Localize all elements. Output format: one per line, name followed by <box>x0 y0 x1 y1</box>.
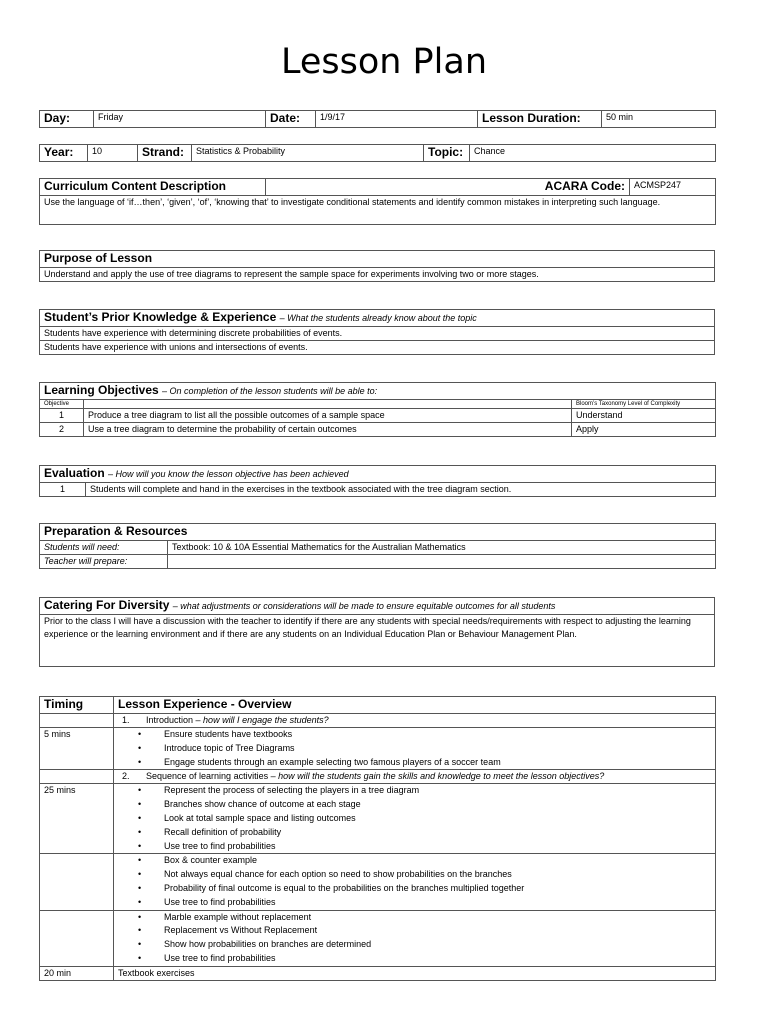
overview-heading: Lesson Experience - Overview <box>114 697 716 714</box>
sequence-block-2 <box>114 854 716 910</box>
objective-level: Apply <box>572 423 716 437</box>
intro-time: 5 mins <box>40 728 114 770</box>
teacher-prepare-value <box>168 555 716 569</box>
exercises-time: 20 min <box>40 966 114 980</box>
year-value: 10 <box>88 145 138 162</box>
day-value: Friday <box>94 111 266 128</box>
resources-section <box>39 523 716 569</box>
sequence-block-1 <box>114 784 716 854</box>
purpose-section <box>39 250 715 282</box>
curriculum-text: Use the language of ‘if…then’, ‘given’, ‘of’, ‘knowing that’ to investigate conditional statements and identify common mistakes in interpreting such language. <box>40 196 716 225</box>
objectives-section <box>39 382 716 437</box>
objective-number: 1 <box>40 409 84 423</box>
objective-text: Produce a tree diagram to list all the possible outcomes of a sample space <box>84 409 572 423</box>
list-item: • Not always equal chance for each option so need to show probabilities on the branches <box>138 869 512 880</box>
teacher-prepare-label: Teacher will prepare: <box>40 555 168 569</box>
prior-heading: Student’s Prior Knowledge & Experience – What the students already know about the topic <box>40 310 715 327</box>
purpose-heading: Purpose of Lesson <box>40 251 715 268</box>
header-row-1 <box>39 110 716 128</box>
objective-col-header: Objective <box>40 400 84 409</box>
strand-label: Strand: <box>138 145 192 162</box>
date-value: 1/9/17 <box>316 111 478 128</box>
day-label: Day: <box>40 111 94 128</box>
prior-item: Students have experience with determining discrete probabilities of events. <box>40 327 715 341</box>
topic-value: Chance <box>470 145 716 162</box>
evaluation-section <box>39 465 716 497</box>
duration-value: 50 min <box>602 111 716 128</box>
diversity-section <box>39 597 715 667</box>
timing-heading: Timing <box>40 697 114 714</box>
list-item: • Represent the process of selecting the players in a tree diagram <box>138 785 420 796</box>
evaluation-number: 1 <box>40 483 86 497</box>
diversity-text: Prior to the class I will have a discussion with the teacher to identify if there are any students with special needs/requirements with respect to adjusting the learning experience or the learning environment and if there are any students on an Individual Education Plan or Behaviour Management Plan. <box>40 615 715 667</box>
intro-heading: 1. Introduction – how will I engage the students? <box>114 714 716 728</box>
prior-item: Students have experience with unions and intersections of events. <box>40 341 715 355</box>
evaluation-text: Students will complete and hand in the exercises in the textbook associated with the tree diagram section. <box>86 483 716 497</box>
year-label: Year: <box>40 145 88 162</box>
overview-section <box>39 696 716 981</box>
list-item: • Branches show chance of outcome at each stage <box>138 799 361 810</box>
sequence-block-3 <box>114 910 716 966</box>
list-item: • Marble example without replacement <box>138 911 312 922</box>
list-item: • Look at total sample space and listing outcomes <box>138 812 356 823</box>
objective-number: 2 <box>40 423 84 437</box>
objective-text: Use a tree diagram to determine the probability of certain outcomes <box>84 423 572 437</box>
list-item: • Use tree to find probabilities <box>138 840 276 851</box>
list-item: • Use tree to find probabilities <box>138 896 276 907</box>
intro-list <box>114 728 716 770</box>
exercises-text: Textbook exercises <box>114 966 716 980</box>
list-item: • Engage students through an example selecting two famous players of a soccer team <box>138 756 501 767</box>
header-row-2 <box>39 144 716 162</box>
students-need-value: Textbook: 10 & 10A Essential Mathematics for the Australian Mathematics <box>168 541 716 555</box>
list-item: • Use tree to find probabilities <box>138 952 276 963</box>
acara-label: ACARA Code: <box>266 179 630 196</box>
purpose-text: Understand and apply the use of tree diagrams to represent the sample space for experiments involving two or more stages. <box>40 268 715 282</box>
prior-knowledge-section <box>39 309 715 355</box>
list-item: • Recall definition of probability <box>138 826 282 837</box>
date-label: Date: <box>266 111 316 128</box>
topic-label: Topic: <box>424 145 470 162</box>
objective-level: Understand <box>572 409 716 423</box>
acara-code: ACMSP247 <box>630 179 716 196</box>
duration-label: Lesson Duration: <box>478 111 602 128</box>
list-item: • Show how probabilities on branches are determined <box>138 939 372 950</box>
evaluation-heading: Evaluation – How will you know the lesson objective has been achieved <box>40 466 716 483</box>
bloom-col-header: Bloom’s Taxonomy Level of Complexity <box>572 400 716 409</box>
strand-value: Statistics & Probability <box>192 145 424 162</box>
resources-heading: Preparation & Resources <box>40 524 716 541</box>
curriculum-section <box>39 178 716 225</box>
diversity-heading: Catering For Diversity – what adjustments or considerations will be made to ensure equitable outcomes for all students <box>40 598 715 615</box>
list-item: • Replacement vs Without Replacement <box>138 925 318 936</box>
objectives-heading: Learning Objectives – On completion of the lesson students will be able to: <box>40 383 716 400</box>
sequence-time: 25 mins <box>40 784 114 854</box>
list-item: • Introduce topic of Tree Diagrams <box>138 742 295 753</box>
sequence-heading: 2. Sequence of learning activities – how will the students gain the skills and knowledge to meet the lesson objectives? <box>114 770 716 784</box>
curriculum-heading: Curriculum Content Description <box>40 179 266 196</box>
students-need-label: Students will need: <box>40 541 168 555</box>
list-item: • Box & counter example <box>138 855 258 866</box>
list-item: • Probability of final outcome is equal to the probabilities on the branches multiplied together <box>138 882 525 893</box>
page-title: Lesson Plan <box>280 42 488 82</box>
list-item: • Ensure students have textbooks <box>138 729 293 739</box>
